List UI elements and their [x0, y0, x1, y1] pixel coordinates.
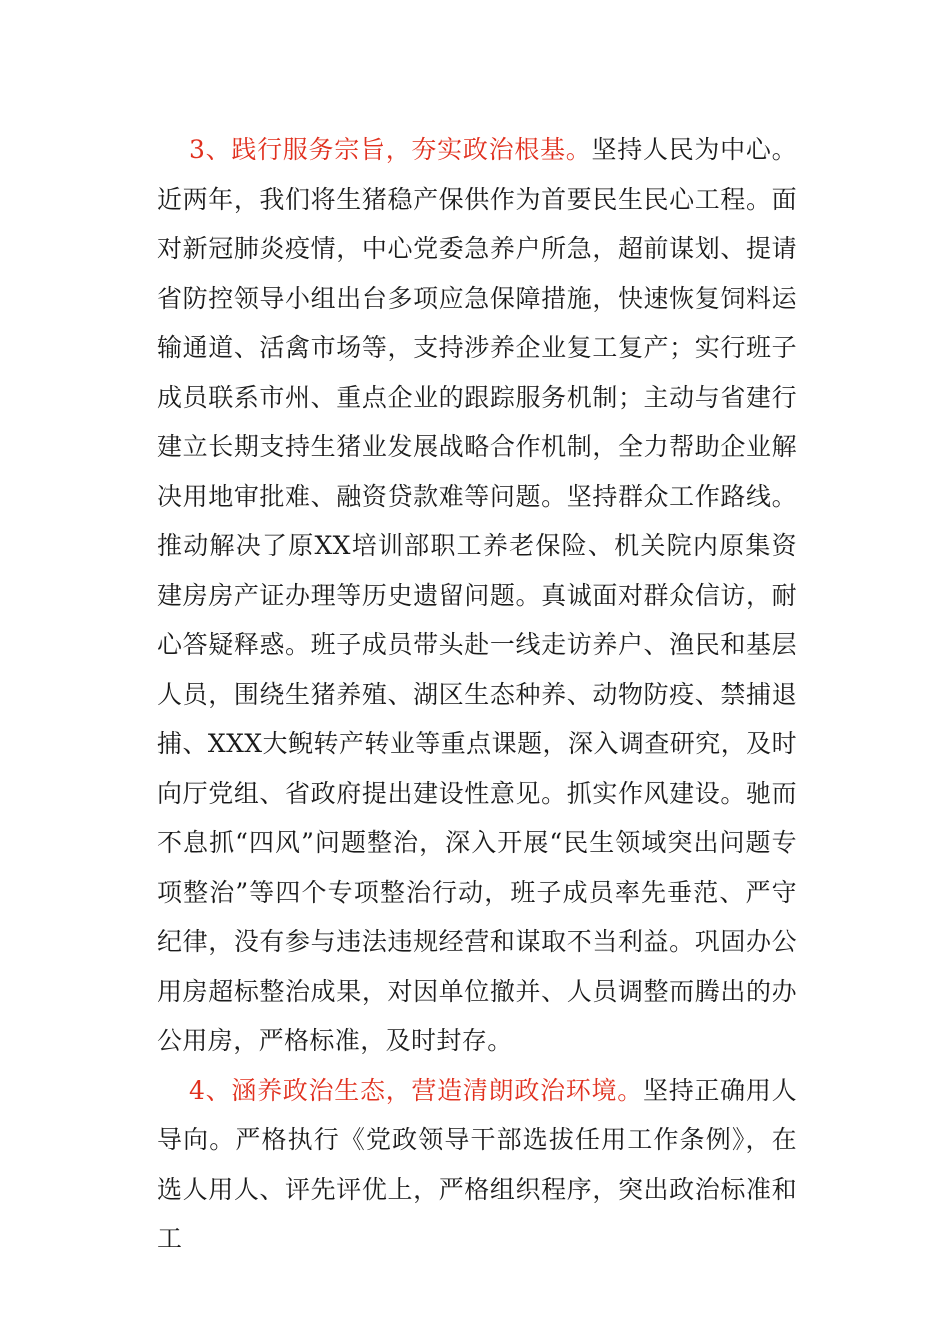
paragraph-4-text: 坚持正确用人导向。严格执行《党政领导干部选拔任用工作条例》，在选人用人、评先评优上，严格组织程序，突出政治标准和工	[157, 1075, 797, 1253]
paragraph-3	[157, 125, 797, 1066]
document-body	[157, 125, 797, 1264]
paragraph-3-text: 坚持人民为中心。近两年，我们将生猪稳产保供作为首要民生民心工程。面对新冠肺炎疫情，中心党委急养户所急，超前谋划、提请省防控领导小组出台多项应急保障措施，快速恢复饲料运输通道、活禽市场等，支持涉养企业复工复产；实行班子成员联系市州、重点企业的跟踪服务机制；主动与省建行建立长期支持生猪业发展战略合作机制，全力帮助企业解决用地审批难、融资贷款难等问题。坚持群众工作路线。推动解决了原XX培训部职工养老保险、机关院内原集资建房房产证办理等历史遗留问题。真诚面对群众信访，耐心答疑释惑。班子成员带头赴一线走访养户、渔民和基层人员，围绕生猪养殖、湖区生态种养、动物防疫、禁捕退捕、XXX大鲵转产转业等重点课题，深入调查研究，及时向厅党组、省政府提出建设性意见。抓实作风建设。驰而不息抓“四风”问题整治，深入开展“民生领域突出问题专项整治”等四个专项整治行动，班子成员率先垂范、严守纪律，没有参与违法违规经营和谋取不当利益。巩固办公用房超标整治成果，对因单位撤并、人员调整而腾出的办公用房，严格标准，及时封存。	[157, 135, 797, 1055]
paragraph-4-heading: 4、涵养政治生态，营造清朗政治环境。	[189, 1075, 643, 1105]
paragraph-3-heading: 3、践行服务宗旨，夯实政治根基。	[189, 135, 592, 164]
paragraph-4	[157, 1066, 797, 1264]
